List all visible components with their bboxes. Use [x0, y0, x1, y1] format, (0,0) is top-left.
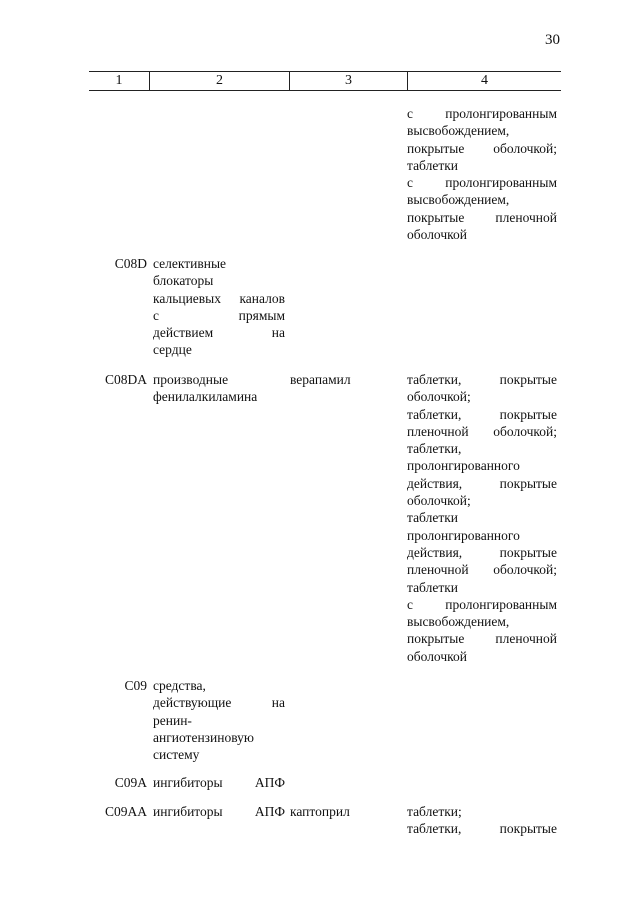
group-name-line: производные [153, 372, 229, 387]
dosage-forms-line: оболочкой [407, 227, 467, 243]
group-name-line: ангиотензиновую [153, 729, 254, 745]
dosage-forms-line: оболочкой; [407, 493, 471, 509]
group-name [153, 255, 285, 359]
group-name-line: ингибиторы АПФ [153, 804, 285, 819]
dosage-forms-line: таблетки, покрытые [407, 406, 557, 422]
dosage-forms-line: таблетки [407, 510, 459, 526]
group-name-line: блокаторы [153, 273, 214, 289]
dosage-forms-line: пролонгированного [407, 458, 520, 474]
table-header [89, 71, 561, 91]
dosage-forms-line: пленочной оболочкой; [407, 423, 557, 439]
header-col-2: 2 [150, 72, 290, 90]
group-name-line: систему [153, 747, 200, 763]
dosage-forms-line: пленочной оболочкой; [407, 562, 557, 578]
dosage-forms-line: оболочкой; [407, 389, 471, 405]
drug-name: верапамил [290, 372, 351, 387]
dosage-forms-line: таблетки, покрытые [407, 372, 557, 387]
group-name-line: ренин- [153, 712, 192, 728]
atc-code: C09AA [104, 804, 147, 819]
dosage-forms-line: покрытые оболочкой; [407, 140, 557, 156]
group-name-line: селективные [153, 256, 227, 271]
dosage-forms-line: с пролонгированным [407, 175, 557, 191]
dosage-forms-line: таблетки [407, 579, 459, 595]
dosage-forms-line: пролонгированного [407, 527, 520, 543]
dosage-forms-line: высвобождением, [407, 192, 510, 208]
group-name-line: с прямым [153, 307, 285, 323]
drug-name: каптоприл [290, 804, 350, 819]
group-name [153, 803, 285, 820]
dosage-forms-line: оболочкой [407, 648, 467, 664]
dosage-forms-line: таблетки, [407, 441, 462, 457]
dosage-forms-line: с пролонгированным [407, 106, 557, 121]
dosage-forms-line: с пролонгированным [407, 596, 557, 612]
header-col-3: 3 [290, 72, 408, 90]
dosage-forms-line: покрытые пленочной [407, 631, 557, 647]
atc-code: C09A [114, 775, 147, 790]
atc-code: C09 [124, 678, 147, 693]
dosage-forms-line: таблетки; [407, 804, 462, 819]
dosage-forms [407, 803, 557, 838]
dosage-forms-line: высвобождением, [407, 614, 510, 630]
dosage-forms-line: таблетки, покрытые [407, 821, 557, 837]
group-name-line: сердце [153, 342, 192, 358]
group-name-line: ингибиторы АПФ [153, 775, 285, 790]
group-name [153, 677, 285, 763]
group-name-line: действием на [153, 325, 285, 341]
group-name [153, 774, 285, 791]
dosage-forms-line: действия, покрытые [407, 475, 557, 491]
dosage-forms-line: таблетки [407, 157, 459, 173]
header-col-1: 1 [89, 72, 150, 90]
atc-code: C08DA [104, 372, 147, 387]
dosage-forms [407, 105, 557, 243]
header-col-4: 4 [481, 73, 488, 88]
dosage-forms-line: высвобождением, [407, 123, 510, 139]
atc-code: C08D [114, 256, 147, 271]
dosage-forms [407, 371, 557, 665]
dosage-forms-line: покрытые пленочной [407, 209, 557, 225]
dosage-forms-line: действия, покрытые [407, 544, 557, 560]
group-name-line: фенилалкиламина [153, 389, 258, 405]
group-name-line: кальциевых каналов [153, 290, 285, 306]
group-name-line: действующие на [153, 695, 285, 711]
page-number: 30 [545, 32, 560, 48]
group-name-line: средства, [153, 678, 206, 693]
group-name [153, 371, 285, 406]
